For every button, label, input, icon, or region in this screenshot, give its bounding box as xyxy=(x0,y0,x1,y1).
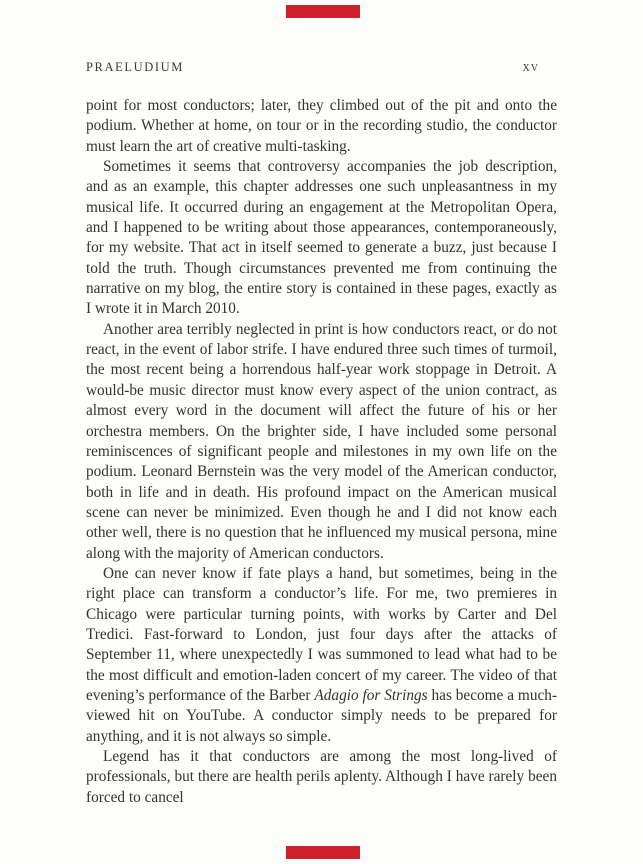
italic-work-title: Adagio for Strings xyxy=(314,686,428,704)
page-number: xv xyxy=(522,60,539,75)
paragraph-5 xyxy=(86,747,557,808)
running-header xyxy=(86,60,557,76)
red-redaction-bar-top xyxy=(286,5,360,18)
paragraph-2 xyxy=(86,157,557,320)
running-header-title: PRAELUDIUM xyxy=(86,60,184,74)
text-run: Another area terribly neglected in print is how conductors react, or do not react, in the event of labor strife. I have endured three such times of turmoil, the most recent being a horrendous half-year work stoppage in Detroit. A would-be music director must know every aspect of the union contract, as almost every word in the document will affect the future of his or her orchestra members. On the brighter side, I have included some personal reminiscences of significant people and milestones in my own life on the podium. Leonard Bernstein was the very model of the American conductor, both in life and in death. His profound impact on the American musical scene can never be minimized. Even though he and I did not know each other well, there is no question that he influenced my musical persona, mine along with the majority of American conductors. xyxy=(86,320,557,562)
text-run: Legend has it that conductors are among the most long-lived of professionals, but there are health perils aplenty. Although I have rarely been forced to cancel xyxy=(86,748,557,806)
paragraph-1 xyxy=(86,96,557,157)
page-body xyxy=(86,96,557,808)
text-run: Sometimes it seems that controversy accompanies the job description, and as an example, this chapter addresses one such unpleasantness in my musical life. It occurred during an engagement at the Metropolitan Opera, and I happened to be writing about those appearances, contemporaneously, for my website. That act in itself seemed to generate a buzz, just because I told the truth. Though circumstances prevented me from continuing the narrative on my blog, the entire story is contained in these pages, exactly as I wrote it in March 2010. xyxy=(86,158,557,318)
text-run: One can never know if fate plays a hand, but sometimes, being in the right place can transform a conductor’s life. For me, two premieres in Chicago were particular turning points, with works by Carter and Del Tredici. Fast-forward to London, just four days after the attacks of September 11, where unexpectedly I was summoned to lead what had to be the most difficult and emotion-laden concert of my career. The video of that evening’s performance of the Barber xyxy=(86,564,557,704)
red-redaction-bar-bottom xyxy=(286,846,360,859)
text-run: has become a much-viewed hit on YouTube. A conductor simply needs to be prepared for anything, and it is not always so simple. xyxy=(86,686,557,745)
text-run: point for most conductors; later, they climbed out of the pit and onto the podium. Whether at home, on tour or in the recording studio, the conductor must learn the art of creative multi-tasking. xyxy=(86,97,557,155)
paragraph-3 xyxy=(86,320,557,564)
paragraph-4 xyxy=(86,564,557,747)
